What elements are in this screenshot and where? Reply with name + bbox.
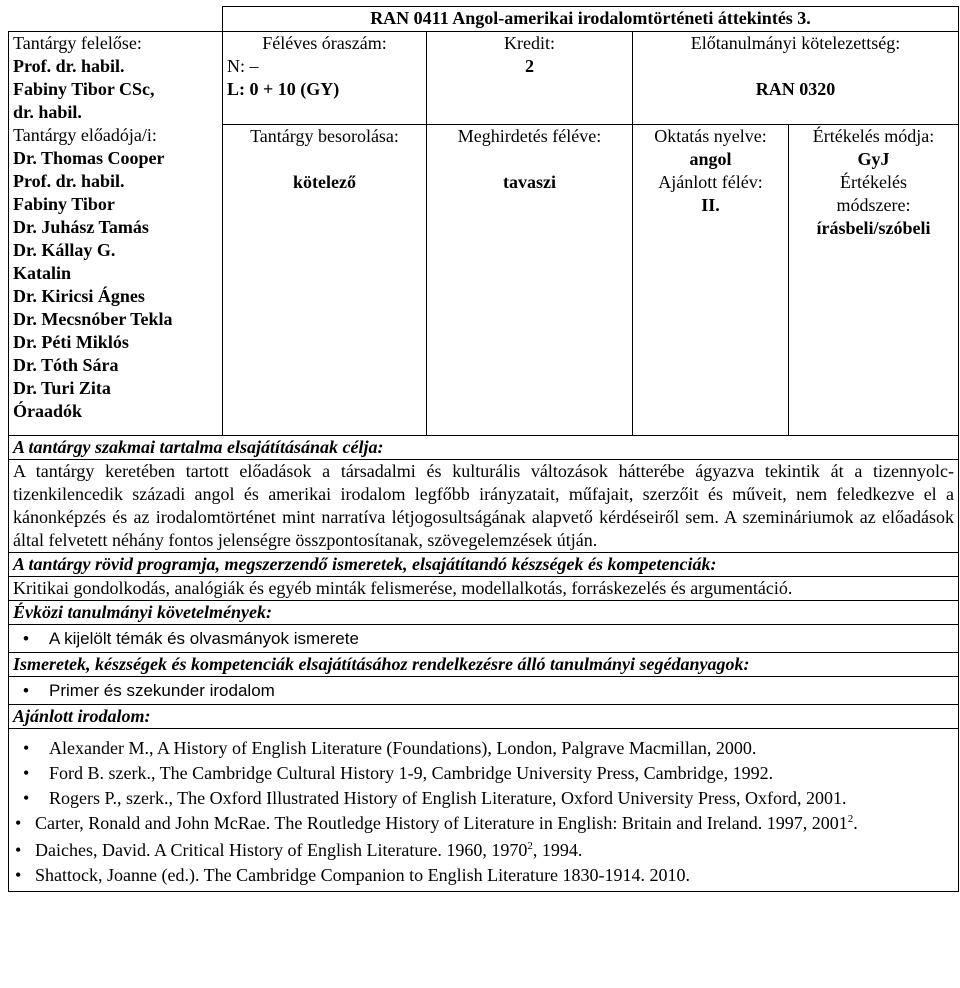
semester-cell — [427, 125, 633, 436]
daiches-text: Daiches, David. A Critical History of English Literature. 1960, 1970 — [35, 840, 528, 860]
evaluation-value: GyJ — [857, 149, 890, 169]
prereq-label: Előtanulmányi kötelezettség: — [690, 33, 901, 53]
language-cell — [633, 125, 789, 436]
responsible-line: dr. habil. — [13, 102, 82, 122]
course-title: RAN 0411 Angol-amerikai irodalomtörténeti áttekintés 3. — [223, 7, 959, 32]
recommended-semester-label: Ajánlott félév: — [658, 172, 763, 192]
credit-label: Kredit: — [504, 33, 555, 53]
semester-value: tavaszi — [503, 172, 556, 192]
evaluation-label: Értékelés módja: — [812, 126, 935, 146]
requirements-list-cell — [9, 625, 959, 653]
shattock-text: Shattock, Joanne (ed.). The Cambridge Companion to English Literature 1830-1914. 2010. — [35, 865, 691, 885]
lecturer-line: Dr. Tóth Sára — [13, 355, 119, 375]
literature-item-shattock: • Shattock, Joanne (ed.). The Cambridge Companion to English Literature 1830-1914. 2010. — [15, 865, 691, 885]
goal-title-cell — [9, 436, 959, 460]
literature-list — [13, 737, 954, 810]
requirements-list — [13, 627, 954, 650]
materials-title-cell — [9, 653, 959, 677]
language-label: Oktatás nyelve: — [654, 126, 767, 146]
lecturer-line: Dr. Kiricsi Ágnes — [13, 286, 145, 306]
responsible-label: Tantárgy felelőse: — [13, 33, 142, 53]
literature-item-daiches: • Daiches, David. A Critical History of English Literature. 1960, 1970$^2$, 1994. — [15, 840, 583, 860]
literature-title: Ajánlott irodalom: — [13, 706, 151, 726]
left-column — [9, 32, 223, 436]
carter-text: Carter, Ronald and John McRae. The Routledge History of Literature in English: Britain and Ireland. 1997, 2001 — [35, 813, 848, 833]
program-title: A tantárgy rövid programja, megszerzendő ismeretek, elsajátítandó készségek és kompetenciák: — [13, 554, 717, 574]
requirements-title-cell — [9, 601, 959, 625]
goal-title: A tantárgy szakmai tartalma elsajátításának célja: — [13, 437, 384, 457]
daiches-end: , 1994. — [532, 840, 583, 860]
evaluation-method-value: írásbeli/szóbeli — [816, 218, 931, 238]
list-item: • Primer és szekunder irodalom — [49, 679, 954, 702]
lecturer-line: Dr. Kállay G. — [13, 240, 116, 260]
credit-value: 2 — [525, 56, 534, 76]
classification-label: Tantárgy besorolása: — [250, 126, 399, 146]
requirements-title: Évközi tanulmányi követelmények: — [13, 602, 272, 622]
program-title-cell — [9, 553, 959, 577]
course-table — [8, 6, 959, 892]
responsible-line: Prof. dr. habil. — [13, 56, 125, 76]
evaluation-cell — [789, 125, 959, 436]
literature-title-cell — [9, 705, 959, 729]
left-header-blank — [9, 7, 223, 32]
carter-edition: 2 — [847, 813, 854, 825]
hours-cell — [223, 32, 427, 125]
evaluation-method-label: módszere: — [836, 195, 911, 215]
hours-label: Féléves óraszám: — [262, 33, 387, 53]
hours-l: L: 0 + 10 (GY) — [227, 79, 340, 99]
program-text: Kritikai gondolkodás, analógiák és egyéb minták felismerése, modellalkotás, forráskezelés és argumentáció. — [9, 577, 959, 601]
semester-label: Meghirdetés féléve: — [457, 126, 602, 146]
evaluation-method-label: Értékelés — [840, 172, 907, 192]
list-item: • Alexander M., A History of English Literature (Foundations), London, Palgrave Macmillan, 2000. — [49, 737, 954, 760]
language-value: angol — [689, 149, 732, 169]
lecturer-line: Dr. Juhász Tamás — [13, 217, 149, 237]
recommended-semester-value: II. — [701, 195, 720, 215]
materials-list-cell — [9, 677, 959, 705]
prereq-cell — [633, 32, 959, 125]
lecturer-line: Óraadók — [13, 401, 83, 421]
lecturer-line: Dr. Turi Zita — [13, 378, 111, 398]
classification-cell — [223, 125, 427, 436]
lecturer-line: Dr. Péti Miklós — [13, 332, 129, 352]
course-sheet — [8, 6, 958, 982]
prereq-value: RAN 0320 — [755, 79, 836, 99]
credit-cell — [427, 32, 633, 125]
list-item: • Rogers P., szerk., The Oxford Illustrated History of English Literature, Oxford University Press, Oxford, 2001. — [49, 787, 954, 810]
list-item: • Ford B. szerk., The Cambridge Cultural History 1-9, Cambridge University Press, Cambridge, 1992. — [49, 762, 954, 785]
responsible-line: Fabiny Tibor CSc, — [13, 79, 155, 99]
materials-list — [13, 679, 954, 702]
lecturer-line: Dr. Mecsnóber Tekla — [13, 309, 173, 329]
daiches-edition: 2 — [527, 840, 533, 852]
lecturer-line: Fabiny Tibor — [13, 194, 115, 214]
goal-text: A tantárgy keretében tartott előadások a társadalmi és kulturális változások hátterébe ágyazva tekintik át a tizennyolc-tizenkilencedik századi angol és amerikai irodalom legfőbb irányzatait, műfajait, szerzőit és műveit, nem feledkezve el a kánonképzés és az irodalomtörténet mint narratíva létjogosultságának alapvető kérdéseiről sem. A szemináriumok az előadások által felvetett néhány fontos jelenségre összpontosítanak, szövegelemzések útján. — [9, 460, 959, 553]
literature-list-cell — [9, 729, 959, 892]
list-item: • A kijelölt témák és olvasmányok ismerete — [49, 627, 954, 650]
literature-item-carter: • Carter, Ronald and John McRae. The Routledge History of Literature in English: Britain and Ireland. 1997, 2001$^2$. — [15, 813, 858, 833]
lecturer-line: Dr. Thomas Cooper — [13, 148, 165, 168]
hours-n: N: – — [227, 56, 259, 76]
classification-value: kötelező — [293, 172, 356, 192]
lecturer-line: Prof. dr. habil. — [13, 171, 125, 191]
lecturer-line: Katalin — [13, 263, 72, 283]
lecturers-label: Tantárgy előadója/i: — [13, 125, 157, 145]
carter-end: . — [853, 813, 858, 833]
materials-title: Ismeretek, készségek és kompetenciák elsajátításához rendelkezésre álló tanulmányi segédanyagok: — [13, 654, 750, 674]
